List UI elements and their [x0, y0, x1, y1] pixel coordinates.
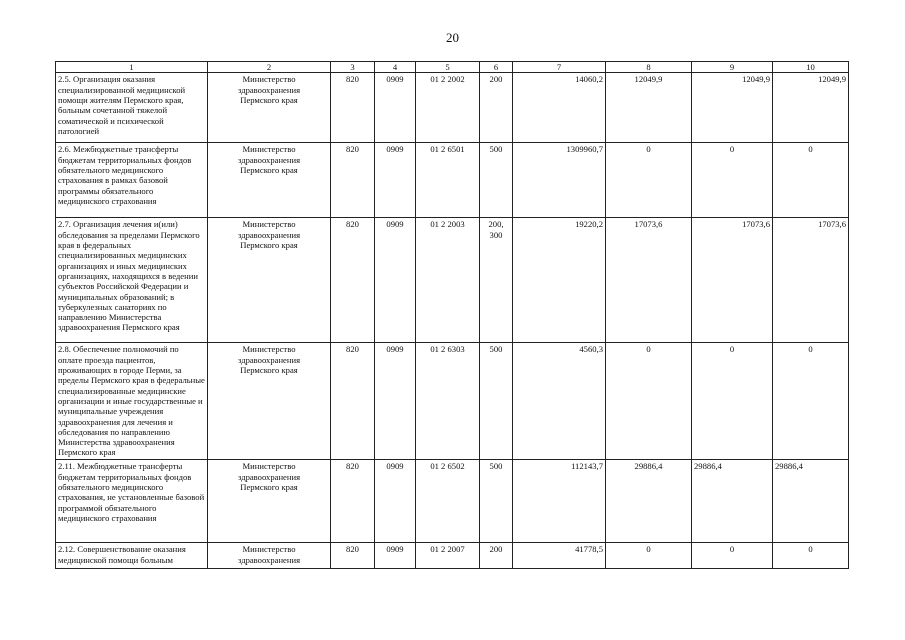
amount-col9: 0	[692, 543, 773, 569]
amount-col10: 0	[773, 543, 849, 569]
code-cell: 820	[331, 343, 375, 460]
target-article-cell: 01 2 6501	[416, 143, 480, 218]
amount-col8: 12049,9	[606, 73, 692, 143]
amount-col10: 0	[773, 143, 849, 218]
amount-col10: 17073,6	[773, 218, 849, 343]
expense-type: 200	[489, 544, 503, 555]
section-cell: 0909	[375, 143, 416, 218]
ministry-cell	[208, 73, 331, 143]
row-name-cell	[56, 143, 208, 218]
budget-table	[55, 61, 849, 569]
table-row	[56, 460, 849, 543]
target-article-cell: 01 2 2002	[416, 73, 480, 143]
ministry-name: Министерство здравоохранения Пермского края	[237, 461, 301, 492]
ministry-name: Министерство здравоохранения Пермского края	[237, 74, 301, 105]
amount-col9: 17073,6	[692, 218, 773, 343]
section-cell: 0909	[375, 543, 416, 569]
section-cell: 0909	[375, 460, 416, 543]
row-name-cell	[56, 73, 208, 143]
row-name-cell	[56, 218, 208, 343]
table-row	[56, 143, 849, 218]
amount-col7: 41778,5	[513, 543, 606, 569]
amount-col10: 0	[773, 343, 849, 460]
ministry-name: Министерство здравоохранения Пермского края	[237, 344, 301, 375]
amount-col8: 0	[606, 343, 692, 460]
code-cell: 820	[331, 543, 375, 569]
code-cell: 820	[331, 460, 375, 543]
amount-col7: 4560,3	[513, 343, 606, 460]
row-name: 2.8. Обеспечение полномочий по оплате проезда пациентов, проживающих в городе Перми, за пределы Пермского края в федеральные специализированные медицинские организации и иные государственные и муниципальные учреждения здравоохранения для лечения и обследования по направлению Министерства здравоохранения Пермского края	[58, 344, 205, 458]
target-article-cell: 01 2 2003	[416, 218, 480, 343]
expense-type: 500	[489, 461, 503, 472]
amount-col8: 0	[606, 143, 692, 218]
amount-col7: 1309960,7	[513, 143, 606, 218]
amount-col7: 14060,2	[513, 73, 606, 143]
expense-type-cell	[480, 343, 513, 460]
code-cell: 820	[331, 218, 375, 343]
amount-col8: 0	[606, 543, 692, 569]
expense-type: 500	[489, 144, 503, 155]
expense-type: 500	[489, 344, 503, 355]
amount-col9: 0	[692, 143, 773, 218]
row-name-cell	[56, 543, 208, 569]
header-col-10: 10	[773, 62, 849, 73]
amount-col9: 12049,9	[692, 73, 773, 143]
expense-type: 200	[489, 74, 503, 85]
header-col-8: 8	[606, 62, 692, 73]
ministry-name: Министерство здравоохранения Пермского края	[237, 219, 301, 250]
amount-col9: 29886,4	[692, 460, 773, 543]
expense-type-cell	[480, 543, 513, 569]
expense-type: 200, 300	[488, 219, 504, 240]
header-col-4: 4	[375, 62, 416, 73]
row-name: 2.6. Межбюджетные трансферты бюджетам территориальных фондов обязательного медицинского страхования в рамках базовой программы обязательного медицинского страхования	[58, 144, 192, 206]
row-name: 2.11. Межбюджетные трансферты бюджетам территориальных фондов обязательного медицинского страхования, не установленные базовой программой обязательного медицинского страхования	[58, 461, 205, 523]
ministry-cell	[208, 218, 331, 343]
section-cell: 0909	[375, 73, 416, 143]
ministry-cell	[208, 143, 331, 218]
header-col-2: 2	[208, 62, 331, 73]
target-article-cell: 01 2 2007	[416, 543, 480, 569]
header-col-1: 1	[56, 62, 208, 73]
header-row	[56, 62, 849, 73]
expense-type-cell	[480, 73, 513, 143]
row-name: 2.5. Организация оказания специализированной медицинской помощи жителям Пермского края, больным сочетанной тяжелой соматической и психической патологией	[58, 74, 186, 136]
ministry-name: Министерство здравоохранения	[237, 544, 301, 565]
row-name-cell	[56, 460, 208, 543]
expense-type-cell	[480, 460, 513, 543]
ministry-cell	[208, 543, 331, 569]
row-name: 2.7. Организация лечения и(или) обследования за пределами Пермского края в федеральных специализированных медицинских организациях и иных медицинских организациях, находящихся в ведении субъектов Российской Федерации и муниципальных образований; в туберкулезных санаториях по направлению Министерства здравоохранения Пермского края	[58, 219, 200, 333]
row-name-cell	[56, 343, 208, 460]
table-row	[56, 343, 849, 460]
target-article-cell: 01 2 6502	[416, 460, 480, 543]
amount-col8: 29886,4	[606, 460, 692, 543]
ministry-cell	[208, 343, 331, 460]
section-cell: 0909	[375, 218, 416, 343]
target-article-cell: 01 2 6303	[416, 343, 480, 460]
amount-col10: 12049,9	[773, 73, 849, 143]
amount-col9: 0	[692, 343, 773, 460]
header-col-5: 5	[416, 62, 480, 73]
table-row	[56, 73, 849, 143]
table-row	[56, 543, 849, 569]
amount-col10: 29886,4	[773, 460, 849, 543]
amount-col7: 19220,2	[513, 218, 606, 343]
page-number: 20	[446, 30, 459, 45]
expense-type-cell	[480, 218, 513, 343]
code-cell: 820	[331, 143, 375, 218]
code-cell: 820	[331, 73, 375, 143]
section-cell: 0909	[375, 343, 416, 460]
table-row	[56, 218, 849, 343]
header-col-6: 6	[480, 62, 513, 73]
header-col-7: 7	[513, 62, 606, 73]
ministry-name: Министерство здравоохранения Пермского края	[237, 144, 301, 175]
expense-type-cell	[480, 143, 513, 218]
amount-col8: 17073,6	[606, 218, 692, 343]
row-name: 2.12. Совершенствование оказания медицинской помощи больным	[58, 544, 186, 565]
ministry-cell	[208, 460, 331, 543]
header-col-3: 3	[331, 62, 375, 73]
header-col-9: 9	[692, 62, 773, 73]
amount-col7: 112143,7	[513, 460, 606, 543]
